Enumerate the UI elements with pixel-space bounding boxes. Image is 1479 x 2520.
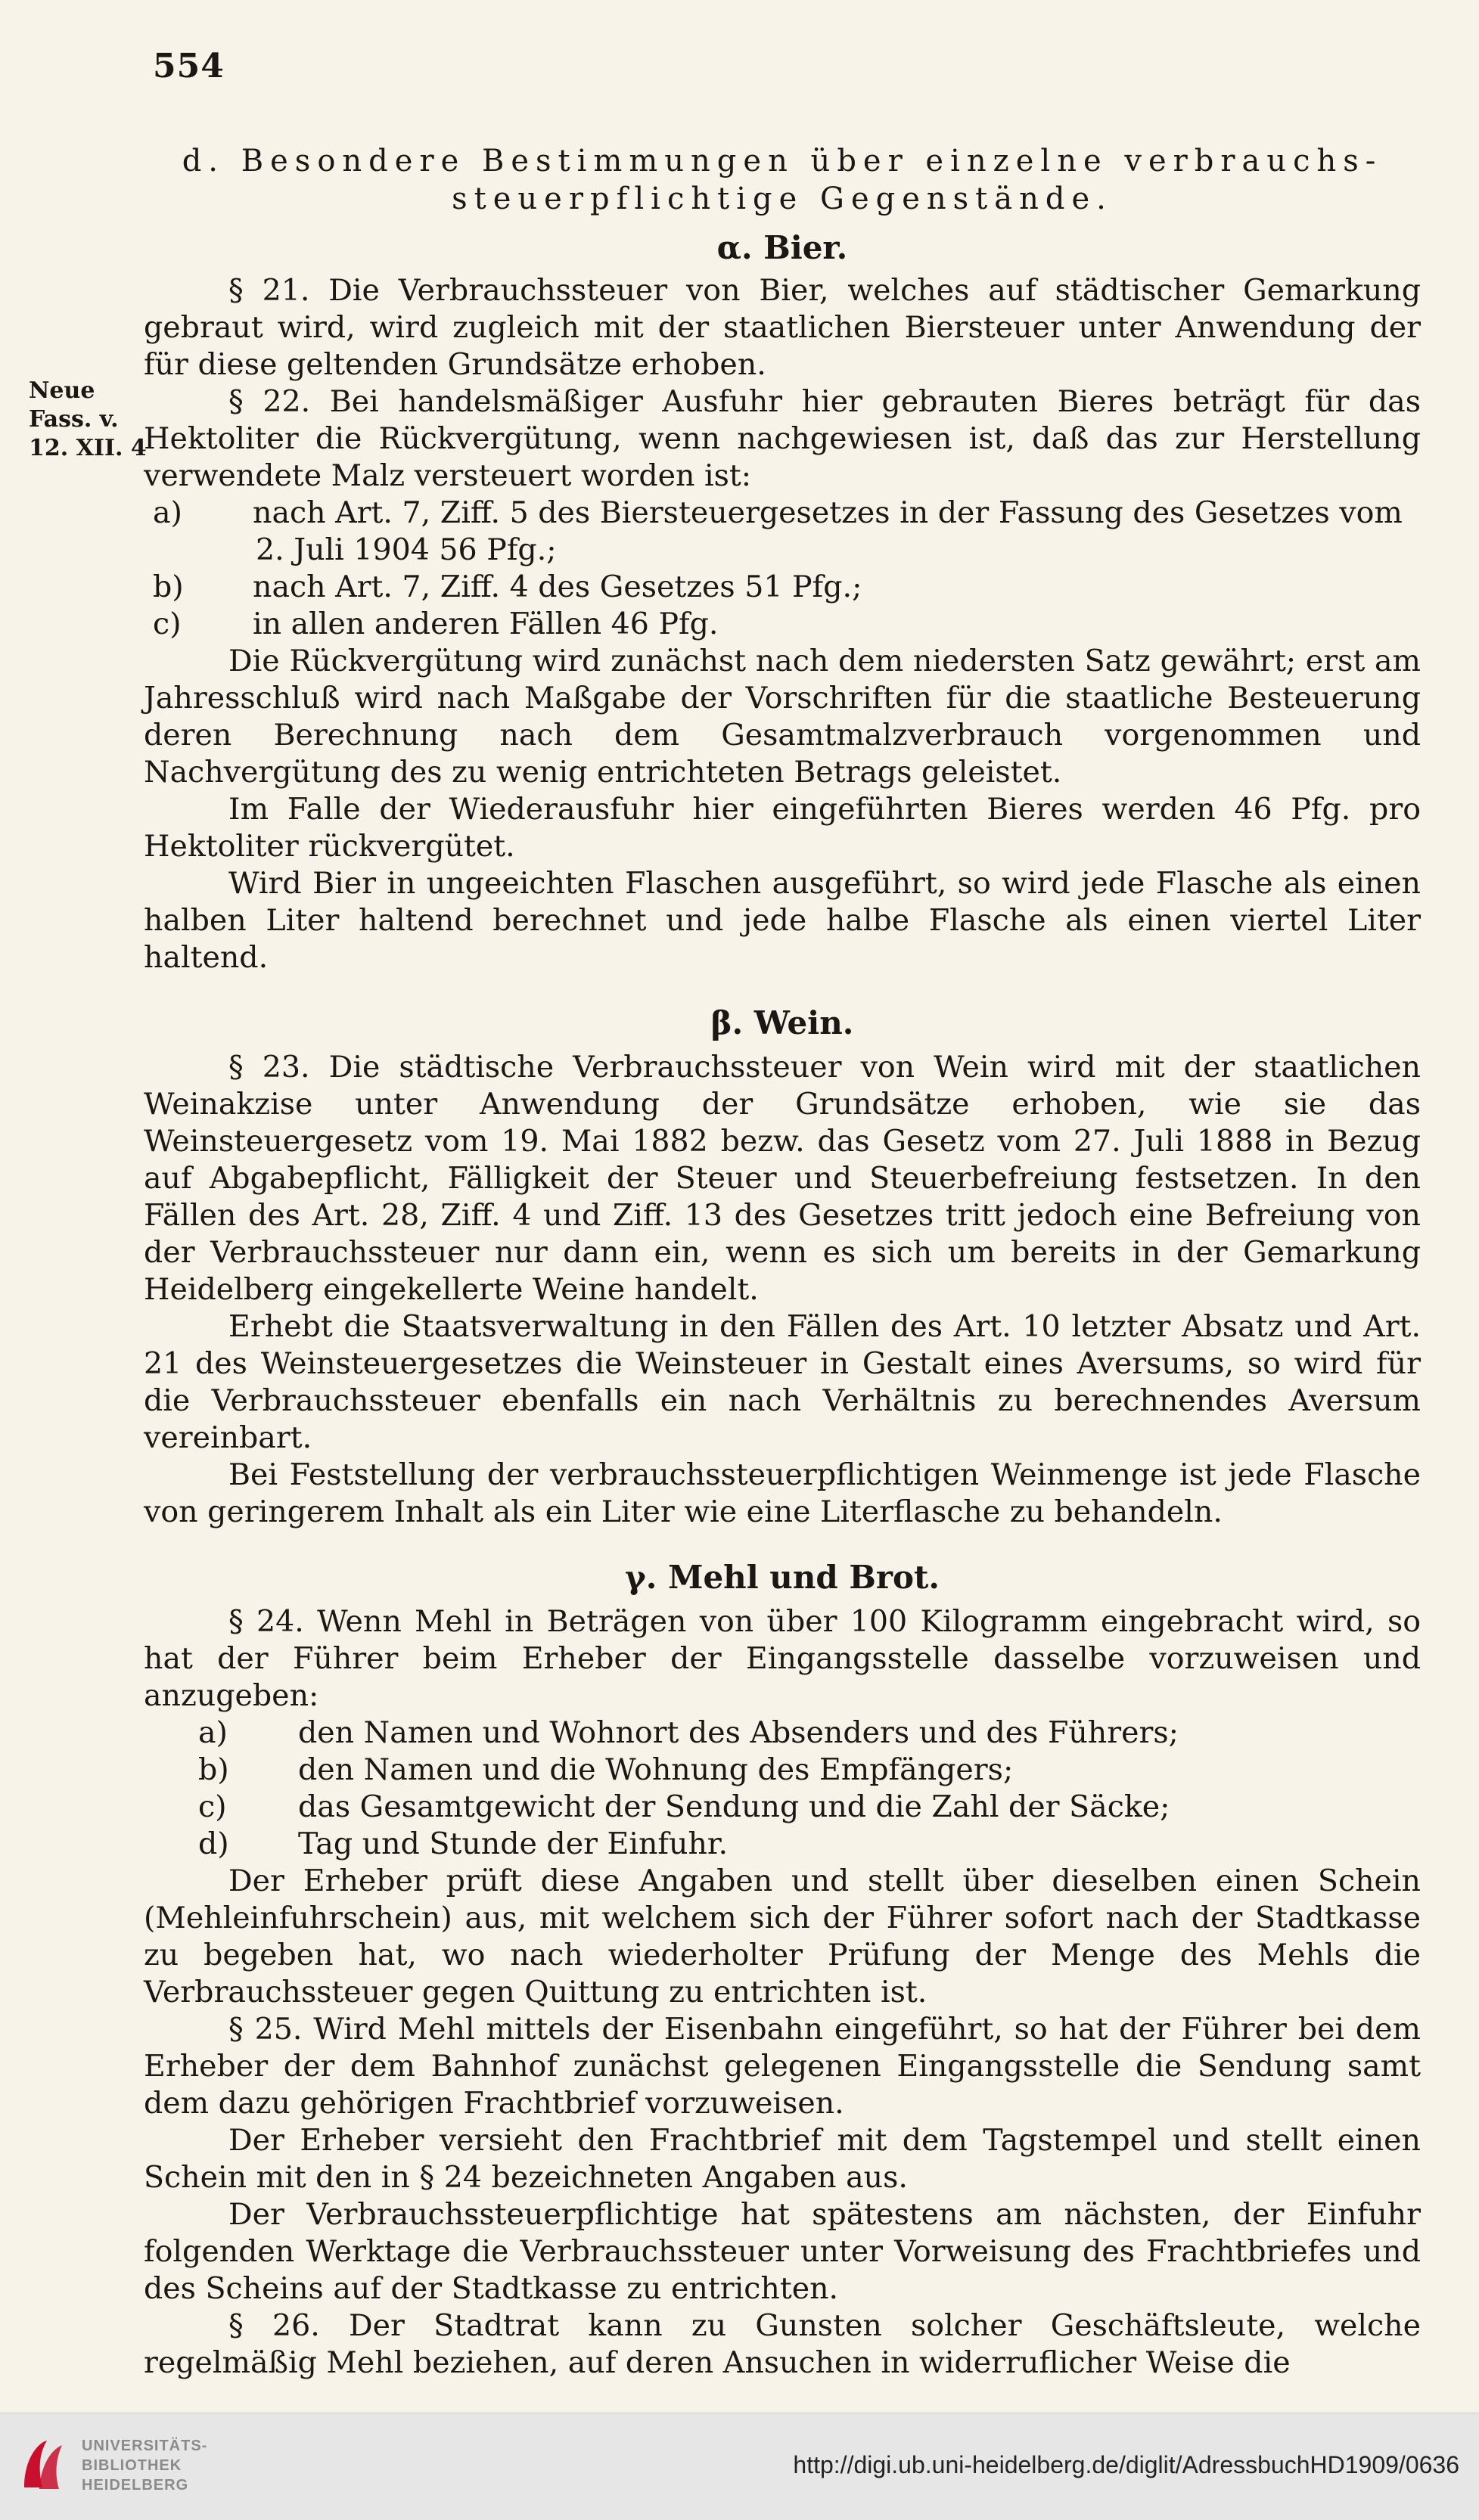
section-heading-line: d. Besondere Bestimmungen über einzelne verbrauchs- [182, 144, 1383, 178]
list-label: b) [153, 569, 184, 604]
logo-line: HEIDELBERG [82, 2477, 189, 2494]
source-url-link[interactable]: http://digi.ub.uni-heidelberg.de/diglit/AdressbuchHD1909/0636 [793, 2451, 1459, 2478]
list-label: c) [153, 607, 182, 641]
library-logo-icon [17, 2435, 70, 2495]
paragraph-24: § 24. Wenn Mehl in Beträgen von über 100 Kilogramm eingebracht wird, so hat der Führer beim Erheber der Eingangsstelle dasselbe vorzuweisen und anzugeben: [144, 1604, 1421, 1713]
list-text: nach Art. 7, Ziff. 5 des Biersteuergesetzes in der Fassung des Gesetzes vom 2. Juli 1904 56 Pfg.; [253, 495, 1403, 567]
paragraph: Wird Bier in ungeeichten Flaschen ausgeführt, so wird jede Flasche als einen halben Liter haltend berechnet und jede halbe Flasche als einen viertel Liter haltend. [144, 866, 1421, 975]
logo-line: UNIVERSITÄTS- [82, 2438, 208, 2454]
list-item [144, 495, 1421, 569]
list-item [144, 1715, 1421, 1752]
margin-note-line: Fass. v. [29, 406, 119, 433]
paragraph: Der Erheber versieht den Frachtbrief mit dem Tagstempel und stellt einen Schein mit den in § 24 bezeichneten Angaben aus. [144, 2123, 1421, 2195]
paragraph: Erhebt die Staatsverwaltung in den Fällen des Art. 10 letzter Absatz und Art. 21 des Weinsteuergesetzes die Weinsteuer in Gestalt eines Aversums, so wird für die Verbrauchssteuer ebenfalls ein nach Verhältnis zu berechnendes Aversum vereinbart. [144, 1309, 1421, 1455]
list-item [144, 569, 1421, 606]
list-text: in allen anderen Fällen 46 Pfg. [253, 607, 719, 641]
list-label: d) [198, 1826, 229, 1861]
margin-note [29, 377, 157, 463]
logo-line: BIBLIOTHEK [82, 2457, 182, 2474]
paragraph: Der Erheber prüft diese Angaben und stellt über dieselben einen Schein (Mehleinfuhrschein) aus, mit welchem sich der Führer sofort nach der Stadtkasse zu begeben hat, wo nach wiederholter Prüfung der Menge des Mehls die Verbrauchssteuer gegen Quittung zu entrichten ist. [144, 1864, 1421, 2009]
section-heading-line: steuerpflichtige Gegenstände. [452, 182, 1113, 216]
list-text: Tag und Stunde der Einfuhr. [298, 1826, 729, 1861]
paragraph-23: § 23. Die städtische Verbrauchssteuer von Wein wird mit der staatlichen Weinakzise unter Anwendung der Grundsätze erhoben, wie sie das Weinsteuergesetz vom 19. Mai 1882 bezw. das Gesetz vom 27. Juli 1888 in Bezug auf Abgabepflicht, Fälligkeit der Steuer und Steuerbefreiung festsetzen. In den Fällen des Art. 28, Ziff. 4 und Ziff. 13 des Gesetzes tritt jedoch eine Befreiung von der Verbrauchssteuer nur dann ein, wenn es sich um bereits in der Gemarkung Heidelberg eingekellerte Weine handelt. [144, 1050, 1421, 1307]
page-number: 554 [153, 47, 225, 85]
list-text: den Namen und die Wohnung des Empfängers; [298, 1752, 1014, 1787]
paragraph-21: § 21. Die Verbrauchssteuer von Bier, welches auf städtischer Gemarkung gebraut wird, wird zugleich mit der staatlichen Biersteuer unter Anwendung der für diese geltenden Grundsätze erhoben. [144, 273, 1421, 382]
list-text: das Gesamtgewicht der Sendung und die Zahl der Säcke; [298, 1789, 1170, 1824]
list-text: nach Art. 7, Ziff. 4 des Gesetzes 51 Pfg.; [253, 569, 862, 604]
margin-note-line: Neue [29, 377, 95, 404]
list-label: c) [198, 1789, 227, 1824]
list-item [144, 1826, 1421, 1863]
list-label: b) [198, 1752, 229, 1787]
list-item [144, 606, 1421, 643]
library-logo-text [82, 2436, 207, 2495]
subsection-title-wein: β. Wein. [710, 1004, 854, 1041]
list-label: a) [153, 495, 182, 530]
paragraph: Im Falle der Wiederausfuhr hier eingeführten Bieres werden 46 Pfg. pro Hektoliter rückvergütet. [144, 792, 1421, 864]
list-text: den Namen und Wohnort des Absenders und des Führers; [298, 1715, 1179, 1750]
paragraph-22: § 22. Bei handelsmäßiger Ausfuhr hier gebrauten Bieres beträgt für das Hektoliter die Rückvergütung, wenn nachgewiesen ist, daß das zur Herstellung verwendete Malz versteuert worden ist: [144, 384, 1421, 493]
list-item [144, 1789, 1421, 1826]
paragraph-26: § 26. Der Stadtrat kann zu Gunsten solcher Geschäftsleute, welche regelmäßig Mehl beziehen, auf deren Ansuchen in widerruflicher Weise die [144, 2308, 1421, 2380]
subsection-title-bier: α. Bier. [716, 229, 848, 266]
subsection-title-mehl: γ. Mehl und Brot. [624, 1559, 940, 1596]
paragraph: Der Verbrauchssteuerpflichtige hat spätestens am nächsten, der Einfuhr folgenden Werktage die Verbrauchssteuer unter Vorweisung des Frachtbriefes und des Scheins auf der Stadtkasse zu entrichten. [144, 2197, 1421, 2306]
paragraph: Die Rückvergütung wird zunächst nach dem niedersten Satz gewährt; erst am Jahresschluß wird nach Maßgabe der Vorschriften für die staatliche Besteuerung deren Berechnung nach dem Gesamtmalzverbrauch vorgenommen und Nachvergütung des zu wenig entrichteten Betrags geleistet. [144, 644, 1421, 790]
document-body [144, 142, 1421, 2382]
section-heading [144, 142, 1421, 218]
paragraph-25: § 25. Wird Mehl mittels der Eisenbahn eingeführt, so hat der Führer bei dem Erheber der dem Bahnhof zunächst gelegenen Eingangsstelle die Sendung samt dem dazu gehörigen Frachtbrief vorzuweisen. [144, 2012, 1421, 2121]
list-item [144, 1752, 1421, 1789]
margin-note-line: 12. XII. 4 [29, 435, 147, 461]
footer-bar [0, 2413, 1479, 2520]
paragraph: Bei Feststellung der verbrauchssteuerpflichtigen Weinmenge ist jede Flasche von geringerem Inhalt als ein Liter wie eine Literflasche zu behandeln. [144, 1457, 1421, 1529]
list-label: a) [198, 1715, 228, 1750]
